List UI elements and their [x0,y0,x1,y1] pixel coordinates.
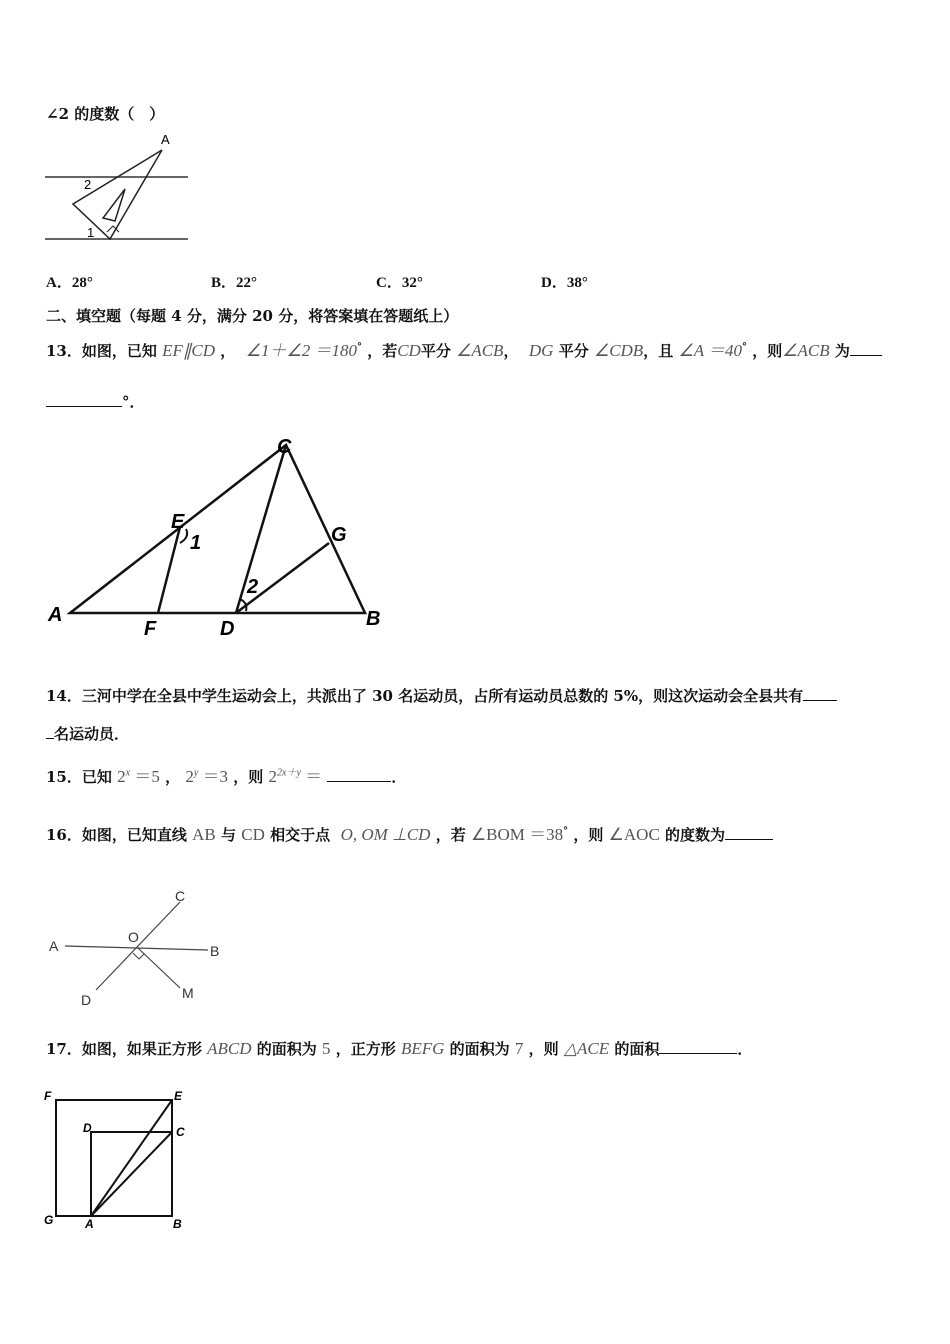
q12-label-1: 1 [87,225,95,240]
q14-answer-blank[interactable] [803,688,837,701]
q13-label-F: F [144,618,157,640]
q13-label-1: 1 [190,532,202,554]
section-heading: 二、填空题（每题 4 分，满分 20 分，将答案填在答题纸上） [46,307,459,325]
q12-stem-tail: ∠2 的度数（ ） [46,105,165,123]
q13-answer-blank-2[interactable] [46,394,122,407]
q13-math-angles: ∠1＋∠2 ＝180 [245,341,357,360]
q15-answer-blank[interactable] [327,769,391,782]
q17-label-B: B [173,1217,182,1231]
q13-label-D: D [220,618,235,640]
q17-label-C: C [176,1125,185,1139]
q16-label-B: B [210,943,220,959]
q14-line1: 14．三河中学在全县中学生运动会上，共派出了 30 名运动员，占所有运动员总数的 5%，则这次运动会全县共有 [46,685,837,706]
q13-label-B: B [366,608,381,630]
q12-label-2: 2 [84,177,92,192]
q16-line: 16．如图，已知直线 AB 与 CD 相交于点 O, OM ⊥CD ，若 ∠BOM ＝38° ，则 ∠AOC 的度数为 [46,820,773,845]
q14-line2: 名运动员． [46,723,129,744]
q17-line: 17．如图，如果正方形 ABCD 的面积为 5 ，正方形 BEFG 的面积为 7 ，则 △ACE 的面积 ． [46,1039,753,1058]
q16-figure [40,880,240,1010]
q12-figure [40,128,195,248]
q17-label-E: E [174,1089,183,1103]
q13-figure [40,425,400,650]
q13-math-ef-cd: EF∥CD [162,341,216,360]
q16-label-A: A [49,938,59,954]
q13-line2: °． [46,391,145,412]
q16-answer-blank[interactable] [725,827,773,840]
option-c[interactable]: C．32° [376,275,423,291]
q16-label-M: M [182,985,194,1001]
q15-line: 15．已知 $2^x =5$ ， $2^y =3$ ，则 $2^{2x+y}$ ＝ ． [46,767,407,786]
q17-label-A: A [85,1217,94,1231]
q16-label-O: O [128,929,139,945]
q17-answer-blank[interactable] [659,1041,737,1054]
q13-label-G: G [331,524,347,546]
q13-label-A: A [48,604,63,626]
q13-label-C: C [277,436,292,458]
q12-label-A: A [161,132,170,147]
q13-line1: 13．如图，已知 EF∥CD ， ∠1＋∠2 ＝180° ，若CD平分 ∠ACB， DG 平分 ∠CDB，且 ∠A ＝40° ，则∠ACB 为 [46,336,882,361]
q17-figure [40,1082,200,1232]
q13-label-2: 2 [247,576,259,598]
q17-label-D: D [83,1121,92,1135]
q17-label-G: G [44,1213,54,1227]
q13-answer-blank[interactable] [850,343,882,356]
q16-label-D: D [81,992,92,1008]
q13-label-E: E [171,511,185,533]
q17-label-F: F [44,1089,52,1103]
q16-label-C: C [175,888,186,904]
option-b[interactable]: B．22° [211,275,258,291]
option-a[interactable]: A．28° [46,275,93,291]
option-d[interactable]: D．38° [541,275,588,291]
